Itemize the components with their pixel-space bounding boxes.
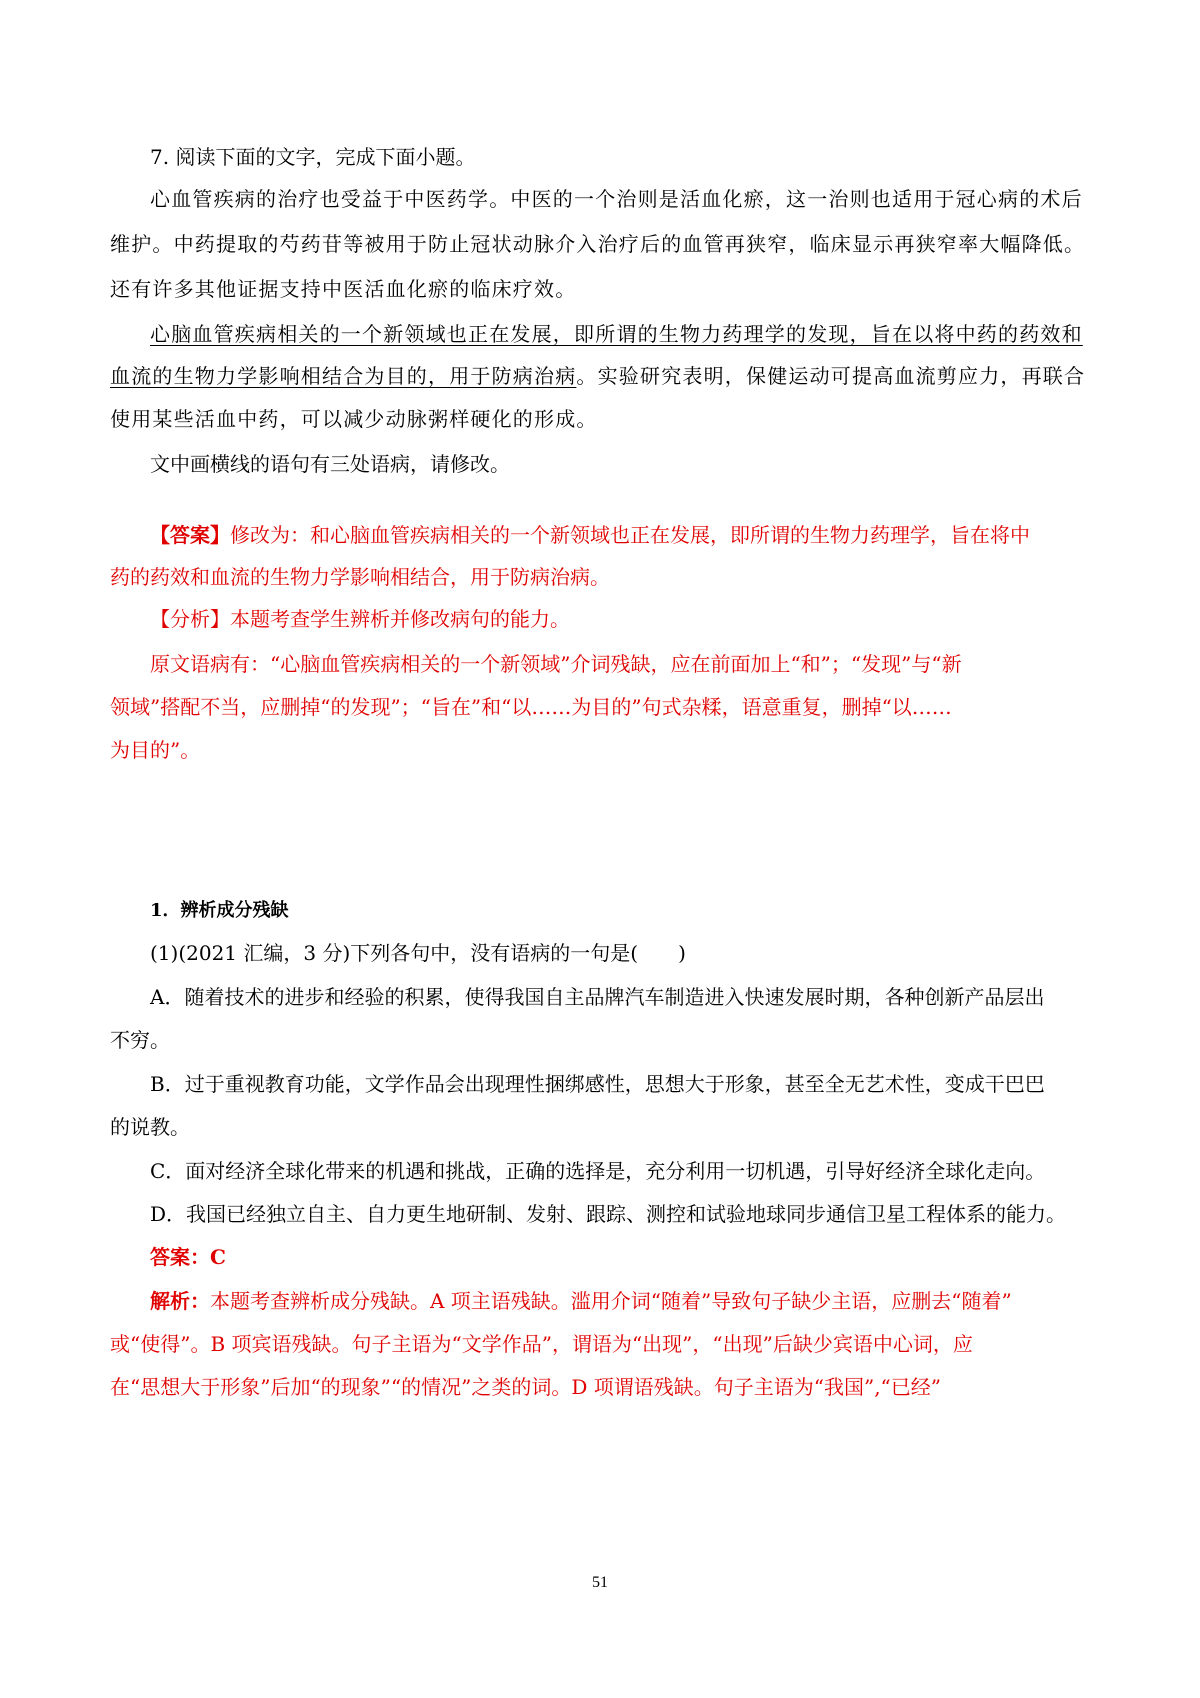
passage-p2-line1 [150,320,1095,348]
explanation-line2: 或“使得”。B 项宾语残缺。句子主语为“文学作品”，谓语为“出现”，“出现”后缺少宾语中心词，应 [110,1332,973,1356]
section-answer: 答案：C [150,1245,226,1269]
question-7-title: 7. 阅读下面的文字，完成下面小题。 [150,145,476,169]
explanation-line1 [150,1287,1095,1315]
analysis-line [150,605,1095,633]
passage-p1-line3: 还有许多其他证据支持中医活血化瘀的临床疗效。 [110,277,577,301]
original-errors-line2: 领域”搭配不当，应删掉“的发现”；“旨在”和“以……为目的”句式杂糅，语意重复，删掉“以…… [110,695,952,719]
section-heading: 1．辨析成分残缺 [150,900,289,921]
answer-line1 [150,521,1095,549]
passage-p2-line2 [110,362,1095,390]
option-a-line1: A．随着技术的进步和经验的积累，使得我国自主品牌汽车制造进入快速发展时期，各种创新产品层出 [150,985,1045,1009]
passage-p2-line3: 使用某些活血中药，可以减少动脉粥样硬化的形成。 [110,407,598,431]
analysis-tag: 【分析】 [150,607,230,631]
section-question: (1)(2021 汇编，3 分)下列各句中，没有语病的一句是( ) [150,941,686,965]
explanation-text: 本题考查辨析成分残缺。A 项主语残缺。滥用介词“随着”导致句子缺少主语，应删去“随着” [210,1289,1012,1313]
option-d: D．我国已经独立自主、自力更生地研制、发射、跟踪、测控和试验地球同步通信卫星工程体系的能力。 [150,1202,1067,1226]
option-c: C．面对经济全球化带来的机遇和挑战，正确的选择是，充分利用一切机遇，引导好经济全球化走向。 [150,1159,1046,1183]
passage-p1-line2: 维护。中药提取的芍药苷等被用于防止冠状动脉介入治疗后的血管再狭窄，临床显示再狭窄率大幅降低。 [110,232,1086,256]
original-errors-line3: 为目的”。 [110,738,201,762]
question-7-prompt: 文中画横线的语句有三处语病，请修改。 [150,452,510,476]
original-errors-line1: 原文语病有：“心脑血管疾病相关的一个新领域”介词残缺，应在前面加上“和”；“发现”与“新 [150,652,962,676]
page-number: 51 [592,1574,608,1591]
passage-p2-line2-rest: 。实验研究表明，保健运动可提高血流剪应力，再联合 [576,364,1086,388]
explanation-tag: 解析： [150,1289,210,1313]
underlined-sentence-part1: 心脑血管疾病相关的一个新领域也正在发展，即所谓的生物力药理学的发现，旨在以将中药的药效和 [150,322,1083,346]
option-b-line2: 的说教。 [110,1115,190,1139]
underlined-sentence-part2: 血流的生物力学影响相结合为目的，用于防病治病 [110,364,577,388]
passage-p1-line1: 心血管疾病的治疗也受益于中医药学。中医的一个治则是活血化瘀，这一治则也适用于冠心病的术后 [150,187,1083,211]
analysis-text: 本题考查学生辨析并修改病句的能力。 [230,607,570,631]
answer-line2: 药的药效和血流的生物力学影响相结合，用于防病治病。 [110,565,610,589]
option-a-line2: 不穷。 [110,1028,170,1052]
option-b-line1: B．过于重视教育功能，文学作品会出现理性捆绑感性，思想大于形象，甚至全无艺术性，变成干巴巴 [150,1072,1045,1096]
answer-tag: 【答案】 [150,523,230,547]
explanation-line3: 在“思想大于形象”后加“的现象”“的情况”之类的词。D 项谓语残缺。句子主语为“我国”,“已经” [110,1375,941,1399]
answer-text: 修改为：和心脑血管疾病相关的一个新领域也正在发展，即所谓的生物力药理学，旨在将中 [230,523,1030,547]
